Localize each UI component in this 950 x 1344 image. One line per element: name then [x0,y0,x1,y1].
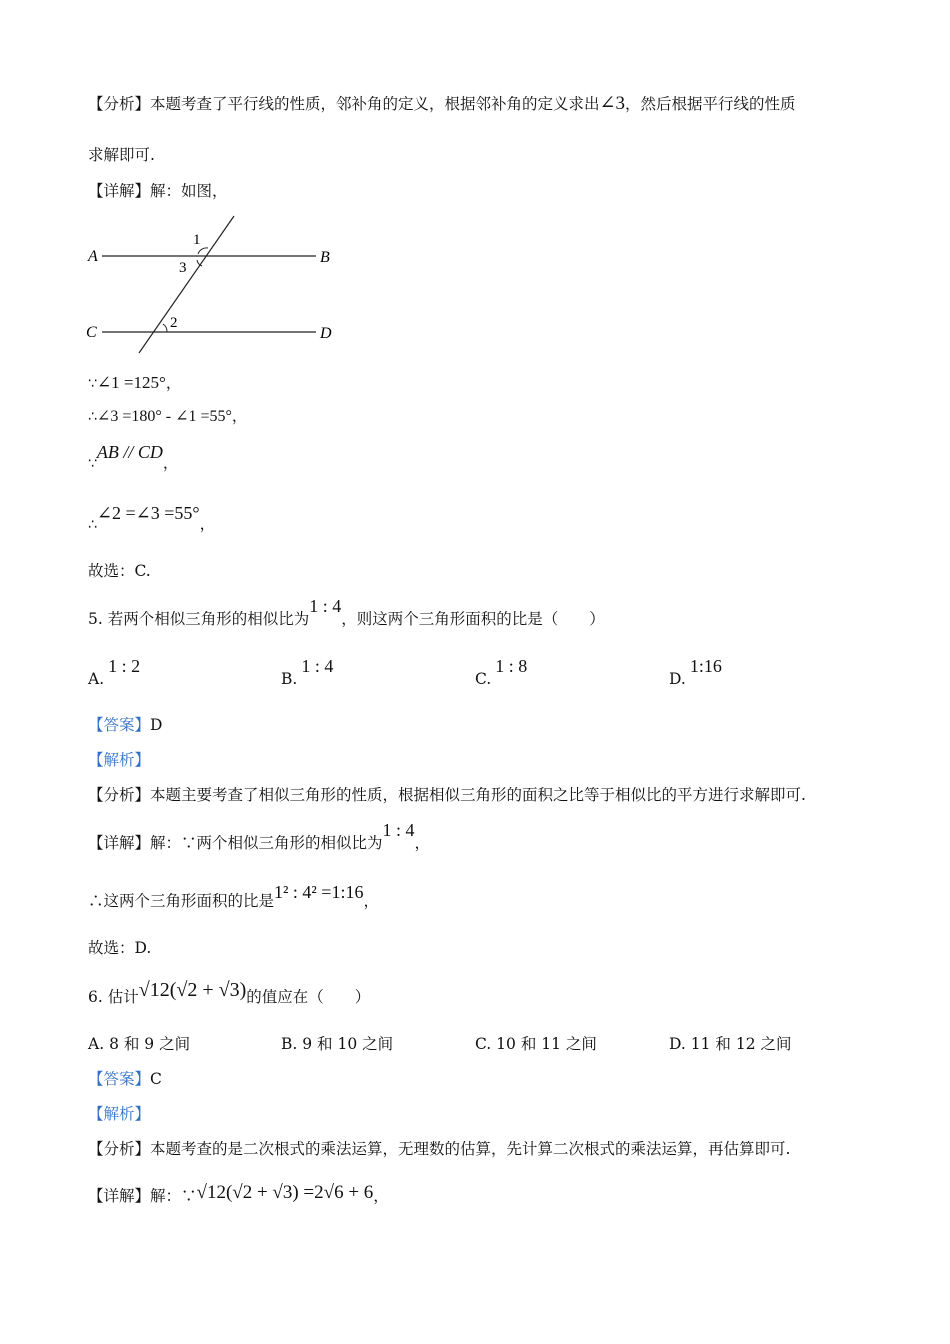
detail-text: 解：如图， [150,182,228,200]
step-2: ∴∠3 =180° - ∠1 =55°， [88,407,248,425]
therefore-symbol: ∴ [88,517,97,533]
angle-3-math: ∠3 [599,93,625,114]
answer-tag: 【答案】 [88,1070,151,1088]
step-1: ∵∠1 =125°， [88,373,182,392]
analysis-tag: 【分析】 [88,95,151,113]
fenxi-5: 【分析】本题主要考查了相似三角形的性质，根据相似三角形的面积之比等于相似比的平方进行求解即可. [88,786,806,804]
option-c[interactable]: C.1 : 8 [475,656,528,688]
because-symbol: ∵ [88,456,97,472]
option-b[interactable]: B.1 : 4 [281,656,334,688]
ratio-math: 1 : 4 [309,596,342,616]
question-6: 6. 估计√12(√2 + √3)的值应在（ ） [88,979,371,1006]
step-2-math: ∠3 =180° - ∠1 =55° [96,408,232,425]
answer-5 [88,715,162,735]
analysis-text-2: ，然后根据平行线的性质 [624,95,796,113]
answer-6 [88,1069,162,1089]
analysis-text: 本题考查了平行线的性质，邻补角的定义，根据邻补角的定义求出 [150,95,600,113]
angle-1-arc [198,248,208,254]
label-d: D [320,325,332,342]
answer-value: C [150,1070,162,1088]
label-c: C [86,324,97,341]
detail-6-expression: √12(√2 + √3) =2√6 + 6 [196,1182,374,1203]
label-1: 1 [193,232,201,248]
analysis-paragraph [88,94,795,114]
step-1-math: ∠1 =125° [96,373,166,392]
label-b: B [320,249,330,266]
step-3-math: AB // CD [96,442,163,462]
area-ratio-5: ∴这两个三角形面积的比是1² : 4² =1:16， [88,882,379,910]
option-b[interactable]: B. 9 和 10 之间 [281,1035,394,1053]
q6-expression: √12(√2 + √3) [138,979,247,1001]
analysis-5-tag: 【解析】 [88,751,151,769]
area-ratio-math: 1² : 4² =1:16 [274,882,364,902]
choice-c: 故选：C. [88,562,151,580]
detail-6: 【详解】解：∵√12(√2 + √3) =2√6 + 6， [88,1182,389,1205]
option-c[interactable]: C. 10 和 11 之间 [475,1035,597,1053]
answer-tag: 【答案】 [88,716,151,734]
therefore-symbol: ∴ [88,409,97,425]
step-4: ∴∠2 =∠3 =55°， [88,503,216,533]
analysis-paragraph-cont: 求解即可. [88,146,155,164]
label-a: A [88,248,98,265]
choice-d: 故选：D. [88,939,152,957]
question-5: 5. 若两个相似三角形的相似比为1 : 4，则这两个三角形面积的比是（ ） [88,596,605,628]
detail-line [88,181,228,201]
answer-value: D [150,716,163,734]
label-2: 2 [170,315,178,331]
angle-2-arc [163,324,167,332]
fenxi-6: 【分析】本题考查的是二次根式的乘法运算，无理数的估算，先计算二次根式的乘法运算，再估算即可. [88,1140,791,1158]
detail-tag: 【详解】 [88,182,151,200]
detail-5: 【详解】解：∵两个相似三角形的相似比为1 : 4， [88,820,431,852]
parallel-lines-figure [84,210,354,360]
step-4-math: ∠2 =∠3 =55° [96,503,200,523]
option-d[interactable]: D.1:16 [669,656,722,688]
analysis-6-tag: 【解析】 [88,1105,151,1123]
because-symbol: ∵ [88,376,97,392]
option-a[interactable]: A.1 : 2 [88,656,141,688]
option-d[interactable]: D. 11 和 12 之间 [669,1035,792,1053]
step-3: ∵AB // CD， [88,442,179,472]
option-a[interactable]: A. 8 和 9 之间 [88,1035,191,1053]
label-3: 3 [179,260,187,276]
